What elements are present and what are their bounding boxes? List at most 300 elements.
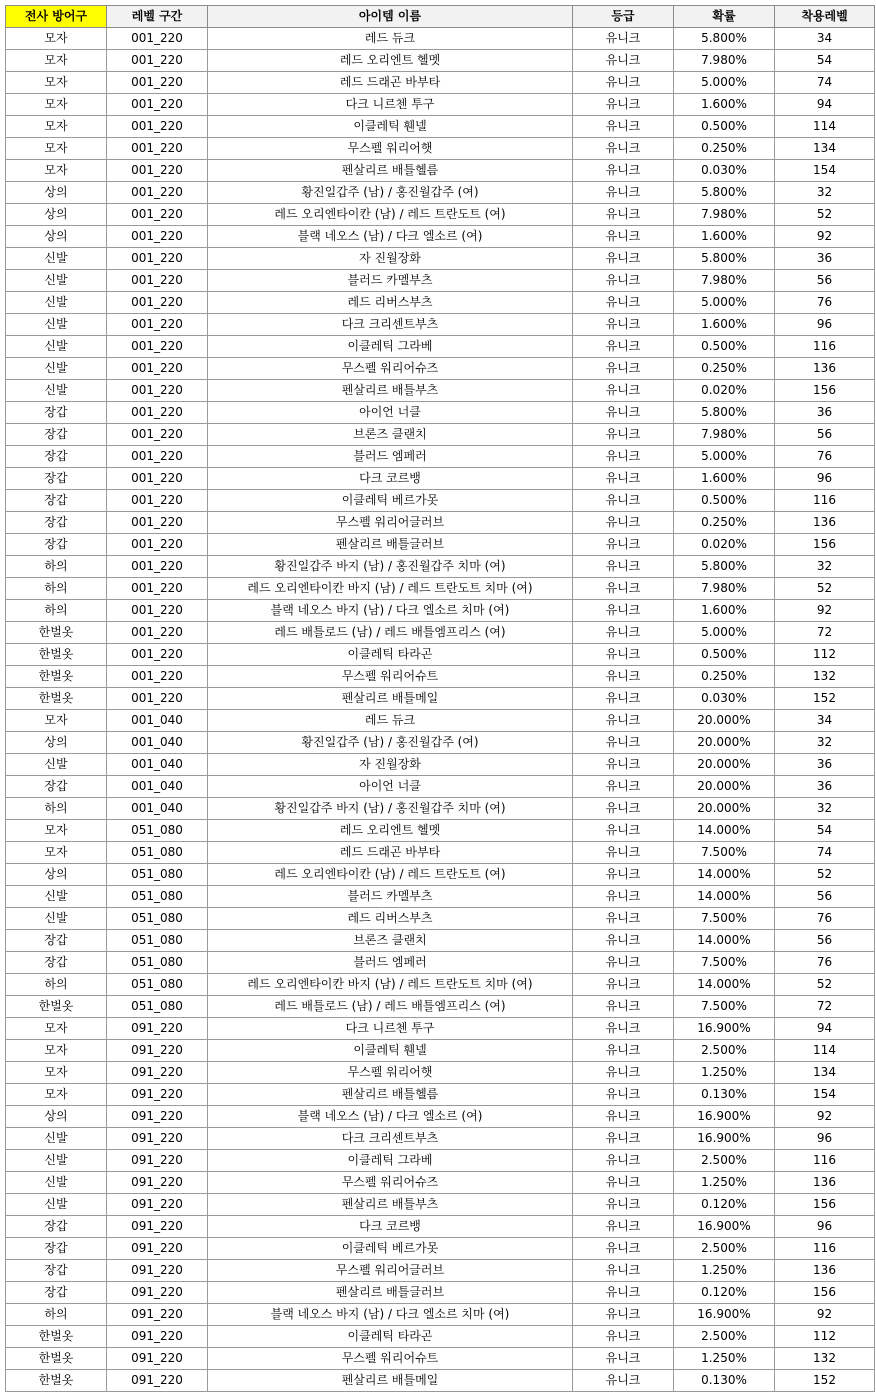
item-name-cell[interactable]: 이클레틱 그라베: [208, 336, 573, 358]
armor-type-cell[interactable]: 하의: [6, 798, 107, 820]
required-level-cell[interactable]: 92: [775, 600, 875, 622]
item-name-cell[interactable]: 펜살리르 배틀메일: [208, 1370, 573, 1392]
probability-cell[interactable]: 20.000%: [674, 798, 775, 820]
level-range-cell[interactable]: 001_220: [107, 248, 208, 270]
armor-type-cell[interactable]: 모자: [6, 842, 107, 864]
grade-cell[interactable]: 유니크: [573, 1150, 674, 1172]
level-range-cell[interactable]: 001_220: [107, 116, 208, 138]
level-range-cell[interactable]: 001_220: [107, 138, 208, 160]
level-range-cell[interactable]: 001_040: [107, 754, 208, 776]
grade-cell[interactable]: 유니크: [573, 622, 674, 644]
grade-cell[interactable]: 유니크: [573, 72, 674, 94]
item-name-cell[interactable]: 레드 오리엔트 헬멧: [208, 50, 573, 72]
probability-cell[interactable]: 7.500%: [674, 908, 775, 930]
required-level-cell[interactable]: 52: [775, 578, 875, 600]
armor-type-cell[interactable]: 모자: [6, 50, 107, 72]
probability-cell[interactable]: 5.000%: [674, 292, 775, 314]
probability-cell[interactable]: 5.800%: [674, 402, 775, 424]
grade-cell[interactable]: 유니크: [573, 974, 674, 996]
item-name-cell[interactable]: 무스펠 워리어슈트: [208, 666, 573, 688]
probability-cell[interactable]: 7.980%: [674, 424, 775, 446]
armor-type-cell[interactable]: 모자: [6, 1084, 107, 1106]
item-name-cell[interactable]: 다크 코르뱅: [208, 468, 573, 490]
probability-cell[interactable]: 5.800%: [674, 28, 775, 50]
armor-type-cell[interactable]: 장갑: [6, 1216, 107, 1238]
level-range-cell[interactable]: 001_220: [107, 600, 208, 622]
level-range-cell[interactable]: 001_220: [107, 160, 208, 182]
probability-cell[interactable]: 14.000%: [674, 864, 775, 886]
level-range-cell[interactable]: 051_080: [107, 930, 208, 952]
level-range-cell[interactable]: 051_080: [107, 886, 208, 908]
grade-cell[interactable]: 유니크: [573, 798, 674, 820]
level-range-cell[interactable]: 001_220: [107, 314, 208, 336]
grade-cell[interactable]: 유니크: [573, 930, 674, 952]
probability-cell[interactable]: 1.600%: [674, 600, 775, 622]
level-range-cell[interactable]: 001_220: [107, 380, 208, 402]
item-name-cell[interactable]: 무스펠 워리어햇: [208, 138, 573, 160]
required-level-cell[interactable]: 32: [775, 556, 875, 578]
level-range-cell[interactable]: 001_220: [107, 204, 208, 226]
item-name-cell[interactable]: 블러드 엠페러: [208, 952, 573, 974]
level-range-cell[interactable]: 001_220: [107, 50, 208, 72]
required-level-cell[interactable]: 56: [775, 270, 875, 292]
required-level-cell[interactable]: 52: [775, 974, 875, 996]
required-level-cell[interactable]: 92: [775, 226, 875, 248]
probability-cell[interactable]: 16.900%: [674, 1018, 775, 1040]
level-range-cell[interactable]: 091_220: [107, 1260, 208, 1282]
required-level-cell[interactable]: 52: [775, 864, 875, 886]
armor-type-cell[interactable]: 한벌옷: [6, 688, 107, 710]
probability-cell[interactable]: 5.000%: [674, 622, 775, 644]
required-level-cell[interactable]: 74: [775, 72, 875, 94]
item-name-cell[interactable]: 자 진월장화: [208, 248, 573, 270]
item-name-cell[interactable]: 펜살리르 배틀글러브: [208, 534, 573, 556]
required-level-cell[interactable]: 92: [775, 1304, 875, 1326]
grade-cell[interactable]: 유니크: [573, 358, 674, 380]
grade-cell[interactable]: 유니크: [573, 1194, 674, 1216]
required-level-cell[interactable]: 94: [775, 1018, 875, 1040]
item-name-cell[interactable]: 브론즈 클랜치: [208, 930, 573, 952]
probability-cell[interactable]: 0.020%: [674, 534, 775, 556]
required-level-cell[interactable]: 112: [775, 644, 875, 666]
grade-cell[interactable]: 유니크: [573, 1238, 674, 1260]
required-level-cell[interactable]: 96: [775, 1128, 875, 1150]
level-range-cell[interactable]: 001_220: [107, 182, 208, 204]
probability-cell[interactable]: 0.250%: [674, 512, 775, 534]
level-range-cell[interactable]: 051_080: [107, 952, 208, 974]
required-level-cell[interactable]: 94: [775, 94, 875, 116]
required-level-cell[interactable]: 32: [775, 182, 875, 204]
required-level-cell[interactable]: 114: [775, 116, 875, 138]
item-name-cell[interactable]: 블랙 네오스 바지 (남) / 다크 엘소르 치마 (여): [208, 600, 573, 622]
required-level-cell[interactable]: 112: [775, 1326, 875, 1348]
armor-type-cell[interactable]: 하의: [6, 974, 107, 996]
armor-type-cell[interactable]: 신발: [6, 1128, 107, 1150]
armor-type-cell[interactable]: 상의: [6, 732, 107, 754]
required-level-cell[interactable]: 114: [775, 1040, 875, 1062]
grade-cell[interactable]: 유니크: [573, 204, 674, 226]
required-level-cell[interactable]: 152: [775, 688, 875, 710]
item-name-cell[interactable]: 이클레틱 베르가못: [208, 1238, 573, 1260]
required-level-cell[interactable]: 136: [775, 1260, 875, 1282]
probability-cell[interactable]: 1.600%: [674, 94, 775, 116]
armor-type-cell[interactable]: 장갑: [6, 930, 107, 952]
armor-type-cell[interactable]: 모자: [6, 138, 107, 160]
level-range-cell[interactable]: 001_040: [107, 798, 208, 820]
armor-type-cell[interactable]: 장갑: [6, 490, 107, 512]
level-range-cell[interactable]: 001_220: [107, 94, 208, 116]
grade-cell[interactable]: 유니크: [573, 248, 674, 270]
item-name-cell[interactable]: 이클레틱 타라곤: [208, 1326, 573, 1348]
armor-type-cell[interactable]: 상의: [6, 204, 107, 226]
grade-cell[interactable]: 유니크: [573, 446, 674, 468]
item-name-cell[interactable]: 레드 오리엔타이칸 (남) / 레드 트란도트 (여): [208, 204, 573, 226]
probability-cell[interactable]: 0.120%: [674, 1282, 775, 1304]
grade-cell[interactable]: 유니크: [573, 996, 674, 1018]
armor-type-cell[interactable]: 하의: [6, 600, 107, 622]
armor-type-cell[interactable]: 상의: [6, 182, 107, 204]
item-name-cell[interactable]: 황진일갑주 (남) / 홍진월갑주 (여): [208, 182, 573, 204]
level-range-cell[interactable]: 001_040: [107, 710, 208, 732]
probability-cell[interactable]: 16.900%: [674, 1106, 775, 1128]
level-range-cell[interactable]: 001_220: [107, 666, 208, 688]
armor-type-cell[interactable]: 장갑: [6, 424, 107, 446]
probability-cell[interactable]: 0.500%: [674, 116, 775, 138]
probability-cell[interactable]: 5.000%: [674, 72, 775, 94]
level-range-cell[interactable]: 091_220: [107, 1348, 208, 1370]
level-range-cell[interactable]: 001_220: [107, 402, 208, 424]
header-required-level[interactable]: 착용레벨: [775, 6, 875, 28]
required-level-cell[interactable]: 56: [775, 886, 875, 908]
level-range-cell[interactable]: 001_220: [107, 72, 208, 94]
grade-cell[interactable]: 유니크: [573, 160, 674, 182]
required-level-cell[interactable]: 76: [775, 292, 875, 314]
armor-type-cell[interactable]: 상의: [6, 226, 107, 248]
required-level-cell[interactable]: 92: [775, 1106, 875, 1128]
probability-cell[interactable]: 14.000%: [674, 974, 775, 996]
probability-cell[interactable]: 14.000%: [674, 886, 775, 908]
level-range-cell[interactable]: 051_080: [107, 864, 208, 886]
item-name-cell[interactable]: 레드 리버스부츠: [208, 292, 573, 314]
grade-cell[interactable]: 유니크: [573, 402, 674, 424]
grade-cell[interactable]: 유니크: [573, 1128, 674, 1150]
required-level-cell[interactable]: 156: [775, 380, 875, 402]
armor-type-cell[interactable]: 모자: [6, 160, 107, 182]
header-grade[interactable]: 등급: [573, 6, 674, 28]
item-name-cell[interactable]: 블랙 네오스 (남) / 다크 엘소르 (여): [208, 226, 573, 248]
grade-cell[interactable]: 유니크: [573, 468, 674, 490]
grade-cell[interactable]: 유니크: [573, 908, 674, 930]
armor-type-cell[interactable]: 하의: [6, 556, 107, 578]
armor-type-cell[interactable]: 신발: [6, 292, 107, 314]
probability-cell[interactable]: 7.500%: [674, 842, 775, 864]
probability-cell[interactable]: 0.020%: [674, 380, 775, 402]
item-name-cell[interactable]: 블랙 네오스 (남) / 다크 엘소르 (여): [208, 1106, 573, 1128]
armor-type-cell[interactable]: 신발: [6, 1150, 107, 1172]
grade-cell[interactable]: 유니크: [573, 336, 674, 358]
level-range-cell[interactable]: 001_220: [107, 490, 208, 512]
probability-cell[interactable]: 5.800%: [674, 182, 775, 204]
required-level-cell[interactable]: 32: [775, 798, 875, 820]
probability-cell[interactable]: 0.500%: [674, 336, 775, 358]
required-level-cell[interactable]: 136: [775, 512, 875, 534]
armor-type-cell[interactable]: 한벌옷: [6, 1348, 107, 1370]
grade-cell[interactable]: 유니크: [573, 50, 674, 72]
item-name-cell[interactable]: 무스펠 워리어슈트: [208, 1348, 573, 1370]
required-level-cell[interactable]: 36: [775, 248, 875, 270]
item-name-cell[interactable]: 블러드 엠페러: [208, 446, 573, 468]
probability-cell[interactable]: 0.500%: [674, 644, 775, 666]
armor-type-cell[interactable]: 장갑: [6, 1282, 107, 1304]
grade-cell[interactable]: 유니크: [573, 556, 674, 578]
armor-type-cell[interactable]: 하의: [6, 578, 107, 600]
grade-cell[interactable]: 유니크: [573, 1370, 674, 1392]
armor-type-cell[interactable]: 모자: [6, 72, 107, 94]
armor-type-cell[interactable]: 하의: [6, 1304, 107, 1326]
required-level-cell[interactable]: 96: [775, 314, 875, 336]
probability-cell[interactable]: 5.800%: [674, 556, 775, 578]
level-range-cell[interactable]: 001_220: [107, 644, 208, 666]
item-name-cell[interactable]: 브론즈 클랜치: [208, 424, 573, 446]
armor-type-cell[interactable]: 모자: [6, 820, 107, 842]
item-name-cell[interactable]: 레드 오리엔트 헬멧: [208, 820, 573, 842]
probability-cell[interactable]: 7.980%: [674, 578, 775, 600]
required-level-cell[interactable]: 96: [775, 1216, 875, 1238]
required-level-cell[interactable]: 76: [775, 908, 875, 930]
item-name-cell[interactable]: 이클레틱 베르가못: [208, 490, 573, 512]
grade-cell[interactable]: 유니크: [573, 776, 674, 798]
item-name-cell[interactable]: 레드 드래곤 바부타: [208, 842, 573, 864]
item-name-cell[interactable]: 레드 리버스부츠: [208, 908, 573, 930]
grade-cell[interactable]: 유니크: [573, 732, 674, 754]
armor-type-cell[interactable]: 신발: [6, 314, 107, 336]
probability-cell[interactable]: 2.500%: [674, 1150, 775, 1172]
item-name-cell[interactable]: 블러드 카멜부츠: [208, 270, 573, 292]
item-name-cell[interactable]: 펜살리르 배틀부츠: [208, 380, 573, 402]
probability-cell[interactable]: 2.500%: [674, 1326, 775, 1348]
grade-cell[interactable]: 유니크: [573, 1326, 674, 1348]
level-range-cell[interactable]: 001_220: [107, 468, 208, 490]
grade-cell[interactable]: 유니크: [573, 28, 674, 50]
level-range-cell[interactable]: 001_220: [107, 688, 208, 710]
header-armor-type[interactable]: 전사 방어구: [6, 6, 107, 28]
grade-cell[interactable]: 유니크: [573, 226, 674, 248]
item-name-cell[interactable]: 황진일갑주 (남) / 홍진월갑주 (여): [208, 732, 573, 754]
required-level-cell[interactable]: 136: [775, 1172, 875, 1194]
level-range-cell[interactable]: 001_220: [107, 512, 208, 534]
grade-cell[interactable]: 유니크: [573, 424, 674, 446]
probability-cell[interactable]: 0.130%: [674, 1084, 775, 1106]
probability-cell[interactable]: 16.900%: [674, 1128, 775, 1150]
armor-type-cell[interactable]: 모자: [6, 1040, 107, 1062]
level-range-cell[interactable]: 091_220: [107, 1238, 208, 1260]
level-range-cell[interactable]: 051_080: [107, 820, 208, 842]
item-name-cell[interactable]: 블랙 네오스 바지 (남) / 다크 엘소르 치마 (여): [208, 1304, 573, 1326]
probability-cell[interactable]: 0.250%: [674, 358, 775, 380]
item-name-cell[interactable]: 자 진월장화: [208, 754, 573, 776]
item-name-cell[interactable]: 레드 배틀로드 (남) / 레드 배틀엠프리스 (여): [208, 996, 573, 1018]
armor-type-cell[interactable]: 모자: [6, 94, 107, 116]
armor-type-cell[interactable]: 상의: [6, 864, 107, 886]
grade-cell[interactable]: 유니크: [573, 644, 674, 666]
grade-cell[interactable]: 유니크: [573, 270, 674, 292]
level-range-cell[interactable]: 001_220: [107, 534, 208, 556]
armor-type-cell[interactable]: 모자: [6, 116, 107, 138]
probability-cell[interactable]: 1.600%: [674, 226, 775, 248]
armor-type-cell[interactable]: 모자: [6, 710, 107, 732]
grade-cell[interactable]: 유니크: [573, 490, 674, 512]
grade-cell[interactable]: 유니크: [573, 138, 674, 160]
required-level-cell[interactable]: 36: [775, 754, 875, 776]
item-name-cell[interactable]: 다크 니르첸 투구: [208, 1018, 573, 1040]
item-name-cell[interactable]: 무스펠 워리어슈즈: [208, 1172, 573, 1194]
item-name-cell[interactable]: 황진일갑주 바지 (남) / 홍진월갑주 치마 (여): [208, 556, 573, 578]
required-level-cell[interactable]: 54: [775, 820, 875, 842]
probability-cell[interactable]: 7.980%: [674, 50, 775, 72]
item-name-cell[interactable]: 아이언 너클: [208, 402, 573, 424]
probability-cell[interactable]: 1.250%: [674, 1172, 775, 1194]
level-range-cell[interactable]: 001_220: [107, 556, 208, 578]
item-name-cell[interactable]: 블러드 카멜부츠: [208, 886, 573, 908]
item-name-cell[interactable]: 펜살리르 배틀메일: [208, 688, 573, 710]
grade-cell[interactable]: 유니크: [573, 534, 674, 556]
item-name-cell[interactable]: 레드 드래곤 바부타: [208, 72, 573, 94]
required-level-cell[interactable]: 132: [775, 666, 875, 688]
armor-type-cell[interactable]: 한벌옷: [6, 1370, 107, 1392]
grade-cell[interactable]: 유니크: [573, 182, 674, 204]
level-range-cell[interactable]: 001_220: [107, 622, 208, 644]
armor-type-cell[interactable]: 신발: [6, 754, 107, 776]
level-range-cell[interactable]: 091_220: [107, 1370, 208, 1392]
header-level-range[interactable]: 레벨 구간: [107, 6, 208, 28]
required-level-cell[interactable]: 154: [775, 160, 875, 182]
level-range-cell[interactable]: 091_220: [107, 1194, 208, 1216]
item-name-cell[interactable]: 다크 크리센트부츠: [208, 314, 573, 336]
required-level-cell[interactable]: 136: [775, 358, 875, 380]
grade-cell[interactable]: 유니크: [573, 886, 674, 908]
required-level-cell[interactable]: 76: [775, 952, 875, 974]
probability-cell[interactable]: 2.500%: [674, 1238, 775, 1260]
required-level-cell[interactable]: 74: [775, 842, 875, 864]
required-level-cell[interactable]: 156: [775, 1282, 875, 1304]
level-range-cell[interactable]: 001_040: [107, 776, 208, 798]
armor-type-cell[interactable]: 한벌옷: [6, 666, 107, 688]
level-range-cell[interactable]: 091_220: [107, 1018, 208, 1040]
item-name-cell[interactable]: 펜살리르 배틀부츠: [208, 1194, 573, 1216]
level-range-cell[interactable]: 091_220: [107, 1150, 208, 1172]
level-range-cell[interactable]: 001_220: [107, 358, 208, 380]
level-range-cell[interactable]: 051_080: [107, 974, 208, 996]
item-name-cell[interactable]: 펜살리르 배틀헬름: [208, 160, 573, 182]
armor-type-cell[interactable]: 모자: [6, 1018, 107, 1040]
required-level-cell[interactable]: 116: [775, 1238, 875, 1260]
probability-cell[interactable]: 1.250%: [674, 1348, 775, 1370]
armor-type-cell[interactable]: 장갑: [6, 1260, 107, 1282]
armor-type-cell[interactable]: 장갑: [6, 468, 107, 490]
armor-type-cell[interactable]: 한벌옷: [6, 622, 107, 644]
probability-cell[interactable]: 0.250%: [674, 666, 775, 688]
required-level-cell[interactable]: 52: [775, 204, 875, 226]
armor-type-cell[interactable]: 장갑: [6, 534, 107, 556]
required-level-cell[interactable]: 36: [775, 402, 875, 424]
armor-type-cell[interactable]: 모자: [6, 1062, 107, 1084]
grade-cell[interactable]: 유니크: [573, 116, 674, 138]
armor-type-cell[interactable]: 상의: [6, 1106, 107, 1128]
grade-cell[interactable]: 유니크: [573, 952, 674, 974]
item-name-cell[interactable]: 이클레틱 휀넬: [208, 1040, 573, 1062]
armor-type-cell[interactable]: 신발: [6, 886, 107, 908]
armor-type-cell[interactable]: 장갑: [6, 952, 107, 974]
grade-cell[interactable]: 유니크: [573, 1106, 674, 1128]
armor-type-cell[interactable]: 신발: [6, 1194, 107, 1216]
level-range-cell[interactable]: 091_220: [107, 1326, 208, 1348]
level-range-cell[interactable]: 051_080: [107, 996, 208, 1018]
level-range-cell[interactable]: 051_080: [107, 908, 208, 930]
probability-cell[interactable]: 16.900%: [674, 1304, 775, 1326]
grade-cell[interactable]: 유니크: [573, 820, 674, 842]
required-level-cell[interactable]: 156: [775, 534, 875, 556]
level-range-cell[interactable]: 091_220: [107, 1172, 208, 1194]
item-name-cell[interactable]: 펜살리르 배틀헬름: [208, 1084, 573, 1106]
grade-cell[interactable]: 유니크: [573, 380, 674, 402]
level-range-cell[interactable]: 091_220: [107, 1216, 208, 1238]
probability-cell[interactable]: 0.120%: [674, 1194, 775, 1216]
probability-cell[interactable]: 14.000%: [674, 820, 775, 842]
item-name-cell[interactable]: 레드 오리엔타이칸 (남) / 레드 트란도트 (여): [208, 864, 573, 886]
armor-type-cell[interactable]: 장갑: [6, 512, 107, 534]
probability-cell[interactable]: 20.000%: [674, 732, 775, 754]
required-level-cell[interactable]: 156: [775, 1194, 875, 1216]
armor-type-cell[interactable]: 모자: [6, 28, 107, 50]
level-range-cell[interactable]: 051_080: [107, 842, 208, 864]
required-level-cell[interactable]: 134: [775, 1062, 875, 1084]
required-level-cell[interactable]: 134: [775, 138, 875, 160]
probability-cell[interactable]: 1.600%: [674, 468, 775, 490]
required-level-cell[interactable]: 76: [775, 446, 875, 468]
grade-cell[interactable]: 유니크: [573, 1040, 674, 1062]
item-name-cell[interactable]: 무스펠 워리어글러브: [208, 512, 573, 534]
level-range-cell[interactable]: 091_220: [107, 1106, 208, 1128]
probability-cell[interactable]: 0.130%: [674, 1370, 775, 1392]
probability-cell[interactable]: 7.500%: [674, 952, 775, 974]
required-level-cell[interactable]: 56: [775, 424, 875, 446]
grade-cell[interactable]: 유니크: [573, 754, 674, 776]
item-name-cell[interactable]: 이클레틱 휀넬: [208, 116, 573, 138]
item-name-cell[interactable]: 다크 코르뱅: [208, 1216, 573, 1238]
armor-type-cell[interactable]: 신발: [6, 380, 107, 402]
grade-cell[interactable]: 유니크: [573, 1348, 674, 1370]
armor-type-cell[interactable]: 한벌옷: [6, 1326, 107, 1348]
probability-cell[interactable]: 0.030%: [674, 160, 775, 182]
armor-type-cell[interactable]: 한벌옷: [6, 996, 107, 1018]
required-level-cell[interactable]: 116: [775, 1150, 875, 1172]
armor-type-cell[interactable]: 신발: [6, 908, 107, 930]
level-range-cell[interactable]: 001_220: [107, 270, 208, 292]
level-range-cell[interactable]: 001_220: [107, 446, 208, 468]
armor-type-cell[interactable]: 장갑: [6, 776, 107, 798]
probability-cell[interactable]: 16.900%: [674, 1216, 775, 1238]
grade-cell[interactable]: 유니크: [573, 688, 674, 710]
armor-type-cell[interactable]: 장갑: [6, 446, 107, 468]
probability-cell[interactable]: 20.000%: [674, 710, 775, 732]
item-name-cell[interactable]: 레드 배틀로드 (남) / 레드 배틀엠프리스 (여): [208, 622, 573, 644]
item-name-cell[interactable]: 레드 오리엔타이칸 바지 (남) / 레드 트란도트 치마 (여): [208, 578, 573, 600]
required-level-cell[interactable]: 34: [775, 710, 875, 732]
level-range-cell[interactable]: 001_220: [107, 336, 208, 358]
required-level-cell[interactable]: 154: [775, 1084, 875, 1106]
grade-cell[interactable]: 유니크: [573, 578, 674, 600]
required-level-cell[interactable]: 116: [775, 336, 875, 358]
